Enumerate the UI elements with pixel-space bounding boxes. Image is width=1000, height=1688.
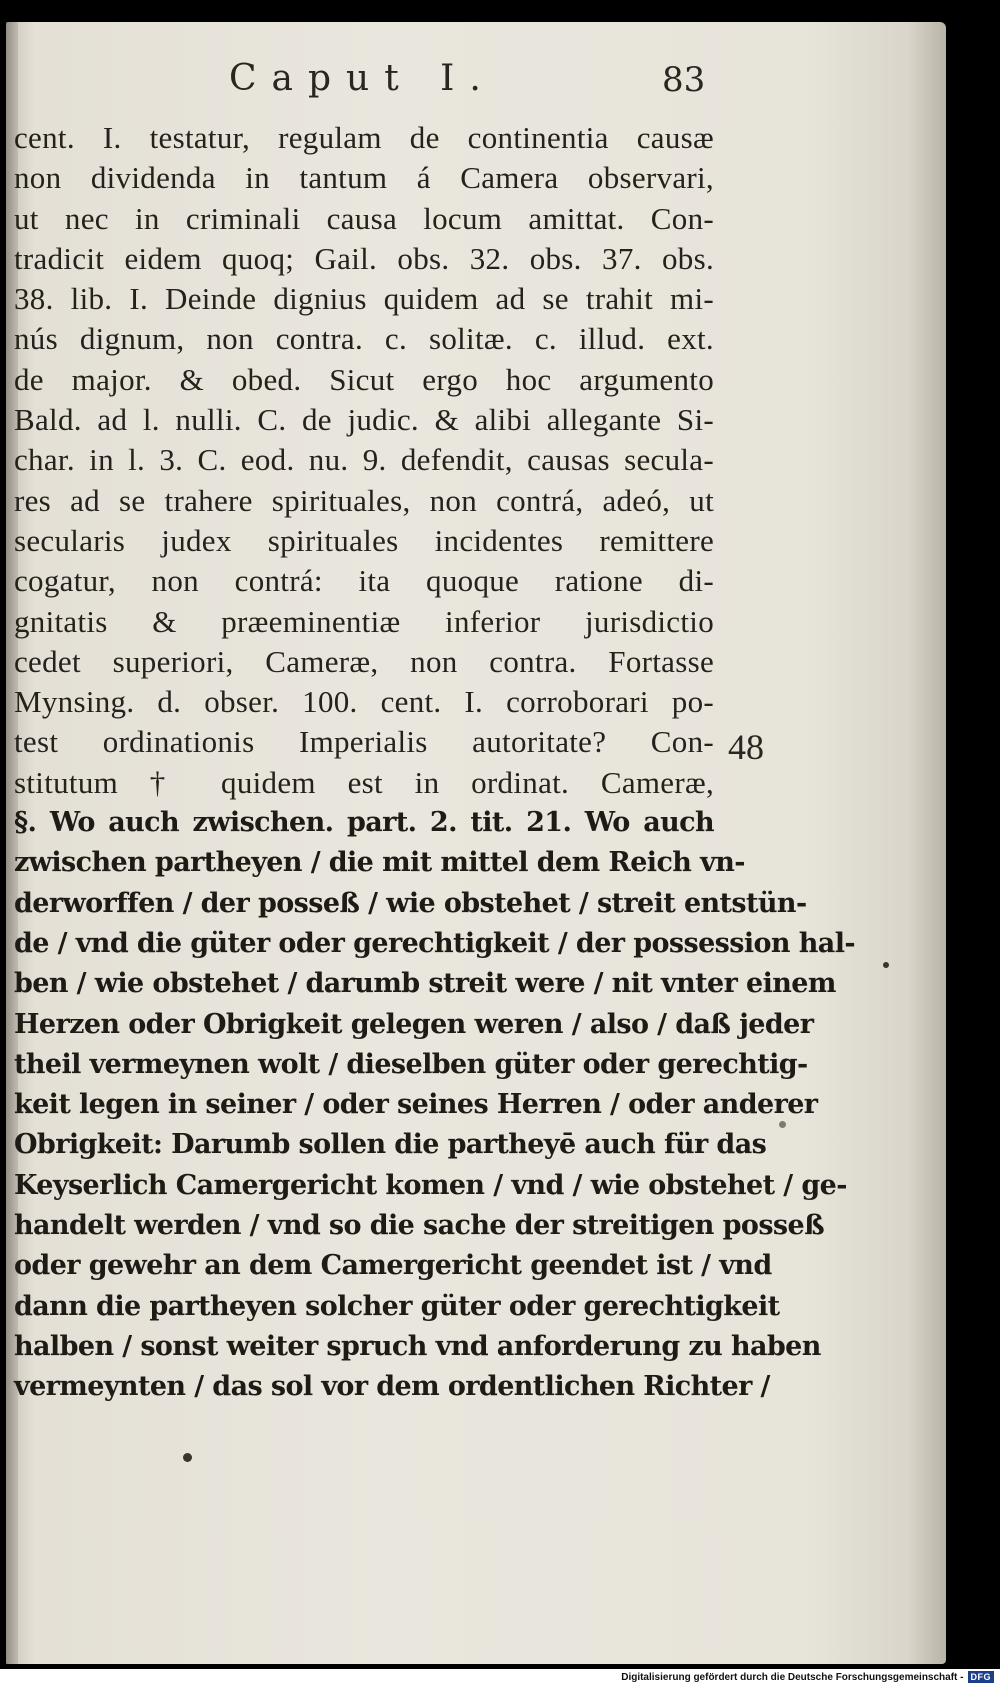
text-line: tradicit eidem quoq; Gail. obs. 32. obs. 37. obs. (14, 240, 714, 276)
text-line: 38. lib. I. Deinde dignius quidem ad se trahit mi- (14, 281, 714, 317)
ink-speck (779, 1121, 786, 1128)
text-line: gnitatis & præeminentiæ inferior jurisdictio (14, 603, 714, 639)
text-line: halben / sonst weiter spruch vnd anforderung zu haben (14, 1330, 821, 1362)
text-line: vermeynten / das sol vor dem ordentlichen Richter / (14, 1371, 770, 1403)
text-line: keit legen in seiner / oder seines Herren / oder anderer (14, 1089, 818, 1121)
text-line: §. Wo auch zwischen. part. 2. tit. 21. Wo auch (14, 807, 714, 839)
text-line: cent. I. testatur, regulam de continentia causæ (14, 120, 714, 155)
text-line: derworffen / der posseß / wie obstehet / streit entstün- (14, 887, 807, 919)
text-line: Keyserlich Camergericht komen / vnd / wie obstehet / ge- (14, 1169, 847, 1201)
text-line: non dividenda in tantum á Camera observari, (14, 160, 714, 196)
text-line: Bald. ad l. nulli. C. de judic. & alibi allegante Si- (14, 402, 714, 438)
text-line: test ordinationis Imperialis autoritate? Con- (14, 724, 714, 760)
text-line: cogatur, non contrá: ita quoque ratione di- (14, 563, 714, 599)
text-line: de / vnd die güter oder gerechtigkeit / der possession hal- (14, 927, 855, 959)
ink-speck (883, 962, 889, 968)
text-line: zwischen partheyen / die mit mittel dem Reich vn- (14, 847, 745, 879)
text-line: dann die partheyen solcher güter oder gerechtigkeit (14, 1290, 780, 1322)
text-line: theil vermeynen wolt / dieselben güter oder gerechtig- (14, 1048, 808, 1080)
page-number: 83 (662, 60, 706, 100)
margin-note: 48 (728, 727, 764, 767)
running-head: Caput I. (229, 58, 496, 99)
text-line: de major. & obed. Sicut ergo hoc argumento (14, 361, 714, 397)
credit-text: Digitalisierung gefördert durch die Deutsche Forschungsgemeinschaft - (621, 1671, 964, 1683)
text-line: secularis judex spirituales incidentes remittere (14, 522, 714, 558)
text-line: ben / wie obstehet / darumb streit were / nit vnter einem (14, 968, 836, 1000)
text-line: Herzen oder Obrigkeit gelegen weren / also / daß jeder (14, 1008, 814, 1040)
text-line: char. in l. 3. C. eod. nu. 9. defendit, causas secula- (14, 442, 714, 478)
ink-speck (183, 1453, 192, 1462)
digitization-credit (621, 1671, 994, 1683)
text-line: ut nec in criminali causa locum amittat. Con- (14, 200, 714, 236)
text-line: handelt werden / vnd so die sache der streitigen posseß (14, 1210, 825, 1242)
text-line: res ad se trahere spirituales, non contrá, adeó, ut (14, 482, 714, 518)
text-line: Obrigkeit: Darumb sollen die partheyē auch für das (14, 1129, 767, 1161)
text-line: oder gewehr an dem Camergericht geendet ist / vnd (14, 1250, 772, 1282)
text-line: cedet superiori, Cameræ, non contra. Fortasse (14, 643, 714, 679)
text-line: stitutum † quidem est in ordinat. Cameræ, (14, 764, 714, 800)
dfg-logo: DFG (968, 1671, 995, 1683)
text-line: Mynsing. d. obser. 100. cent. I. corroborari po- (14, 684, 714, 720)
text-line: nús dignum, non contra. c. solitæ. c. illud. ext. (14, 321, 714, 357)
